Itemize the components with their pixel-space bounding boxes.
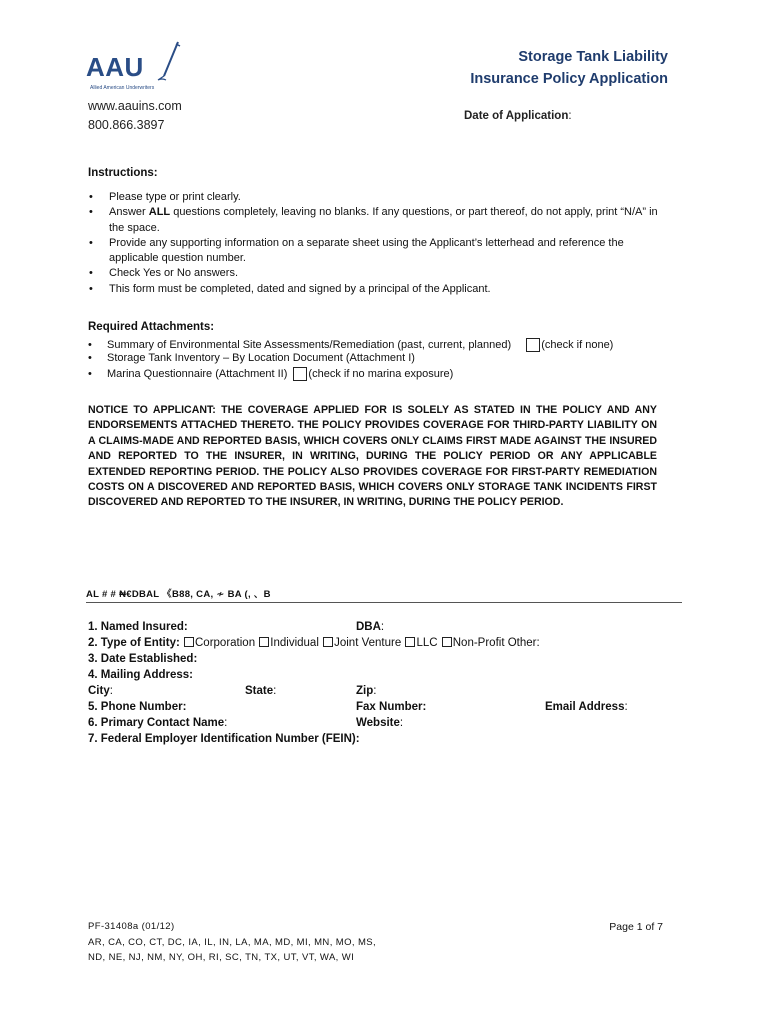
pen-icon bbox=[154, 40, 182, 84]
date-established-field[interactable]: 3. Date Established: bbox=[88, 653, 198, 665]
states-line-2: ND, NE, NJ, NM, NY, OH, RI, SC, TN, TX, UT, VT, WA, WI bbox=[88, 952, 355, 963]
list-item: • This form must be completed, dated and signed by a principal of the Applicant. bbox=[88, 282, 663, 297]
section-divider bbox=[86, 602, 682, 603]
attachment-item-tank-inventory: • Storage Tank Inventory – By Location Document (Attachment I) bbox=[88, 352, 415, 364]
city-field[interactable]: City: bbox=[88, 685, 113, 697]
email-address-field[interactable]: Email Address: bbox=[545, 701, 628, 713]
notice-to-applicant: NOTICE TO APPLICANT: THE COVERAGE APPLIED FOR IS SOLELY AS STATED IN THE POLICY AND ANY ENDORSEMENTS ATTACHED THERETO. THE POLICY PROVIDES COVERAGE FOR THIRD-PARTY LIABILITY ON A CLAIMS-MADE AND REPORTED BASIS, WHICH COVERS ONLY CLAIMS FIRST MADE AGAINST THE INSURED AND REPORTED TO THE INSURER, IN WRITING, DURING THE POLICY PERIOD OR ANY APPLICABLE EXTENDED REPORTING PERIOD. THE POLICY ALSO PROVIDES COVERAGE FOR FIRST-PARTY REMEDIATION COSTS ON A DISCOVERED AND REPORTED BASIS, WHICH COVERS ONLY STORAGE TANK INCIDENTS FIRST DISCOVERED AND REPORTED TO THE INSURER, IN WRITING, DURING THE POLICY PERIOD. bbox=[88, 404, 657, 509]
attachment-item-marina: • Marina Questionnaire (Attachment II) (check if no marina exposure) bbox=[88, 368, 454, 380]
llc-checkbox[interactable] bbox=[405, 637, 415, 647]
page-number: Page 1 of 7 bbox=[609, 921, 663, 933]
primary-contact-field[interactable]: 6. Primary Contact Name: bbox=[88, 717, 228, 729]
state-field[interactable]: State: bbox=[245, 685, 277, 697]
list-item: • Answer ALL questions completely, leaving no blanks. If any questions, or part thereof, do not apply, print “N/A” in the space. bbox=[89, 206, 658, 234]
phone-number-field[interactable]: 5. Phone Number: bbox=[88, 701, 187, 713]
company-phone: 800.866.3897 bbox=[88, 118, 165, 132]
mailing-address-field[interactable]: 4. Mailing Address: bbox=[88, 669, 194, 681]
dba-field[interactable]: DBA: bbox=[356, 621, 385, 633]
logo-text: AAU bbox=[86, 52, 144, 82]
aau-logo bbox=[86, 40, 186, 95]
non-profit-checkbox[interactable] bbox=[442, 637, 452, 647]
company-website[interactable]: www.aauins.com bbox=[88, 99, 182, 113]
individual-checkbox[interactable] bbox=[259, 637, 269, 647]
bullet-dot: • bbox=[89, 267, 93, 280]
list-item: • Check Yes or No answers. bbox=[88, 266, 663, 281]
fein-field[interactable]: 7. Federal Employer Identification Number (FEIN): bbox=[88, 733, 360, 745]
type-of-entity-field: 2. Type of Entity: Corporation Individual Joint Venture LLC Non-Profit Other: bbox=[88, 637, 540, 649]
logo-subtitle: Allied American Underwriters bbox=[90, 85, 155, 91]
corporation-checkbox[interactable] bbox=[184, 637, 194, 647]
fax-number-field[interactable]: Fax Number: bbox=[356, 701, 427, 713]
instructions-list bbox=[88, 190, 663, 297]
form-number: PF-31408a (01/12) bbox=[88, 921, 175, 932]
named-insured-field[interactable]: 1. Named Insured: bbox=[88, 621, 188, 633]
bullet-dot: • bbox=[89, 282, 93, 295]
section-heading: AL # # ₦€DBAL 《B88, CA, ≁ BA (, 、B bbox=[86, 589, 271, 600]
form-title-line2: Insurance Policy Application bbox=[470, 71, 668, 87]
website-field[interactable]: Website: bbox=[356, 717, 404, 729]
no-marina-exposure-checkbox[interactable] bbox=[293, 367, 307, 381]
zip-field[interactable]: Zip: bbox=[356, 685, 377, 697]
attachment-item-site-assessments: • Summary of Environmental Site Assessments/Remediation (past, current, planned) (check if none) bbox=[88, 339, 614, 351]
joint-venture-checkbox[interactable] bbox=[323, 637, 333, 647]
list-item: • Provide any supporting information on a separate sheet using the Applicant’s letterhead and reference the applicable question number. bbox=[89, 236, 624, 265]
bullet-dot: • bbox=[89, 191, 93, 203]
states-line-1: AR, CA, CO, CT, DC, IA, IL, IN, LA, MA, MD, MI, MN, MO, MS, bbox=[88, 937, 377, 948]
check-if-none-checkbox[interactable] bbox=[526, 338, 540, 352]
date-of-application-label[interactable]: Date of Application: bbox=[464, 110, 572, 122]
instructions-heading: Instructions: bbox=[88, 167, 158, 179]
form-title-line1: Storage Tank Liability bbox=[518, 49, 668, 65]
bullet-dot: • bbox=[89, 206, 93, 219]
list-item: • Please type or print clearly. bbox=[88, 190, 663, 205]
bullet-dot: • bbox=[89, 236, 93, 249]
required-attachments-heading: Required Attachments: bbox=[88, 321, 215, 333]
